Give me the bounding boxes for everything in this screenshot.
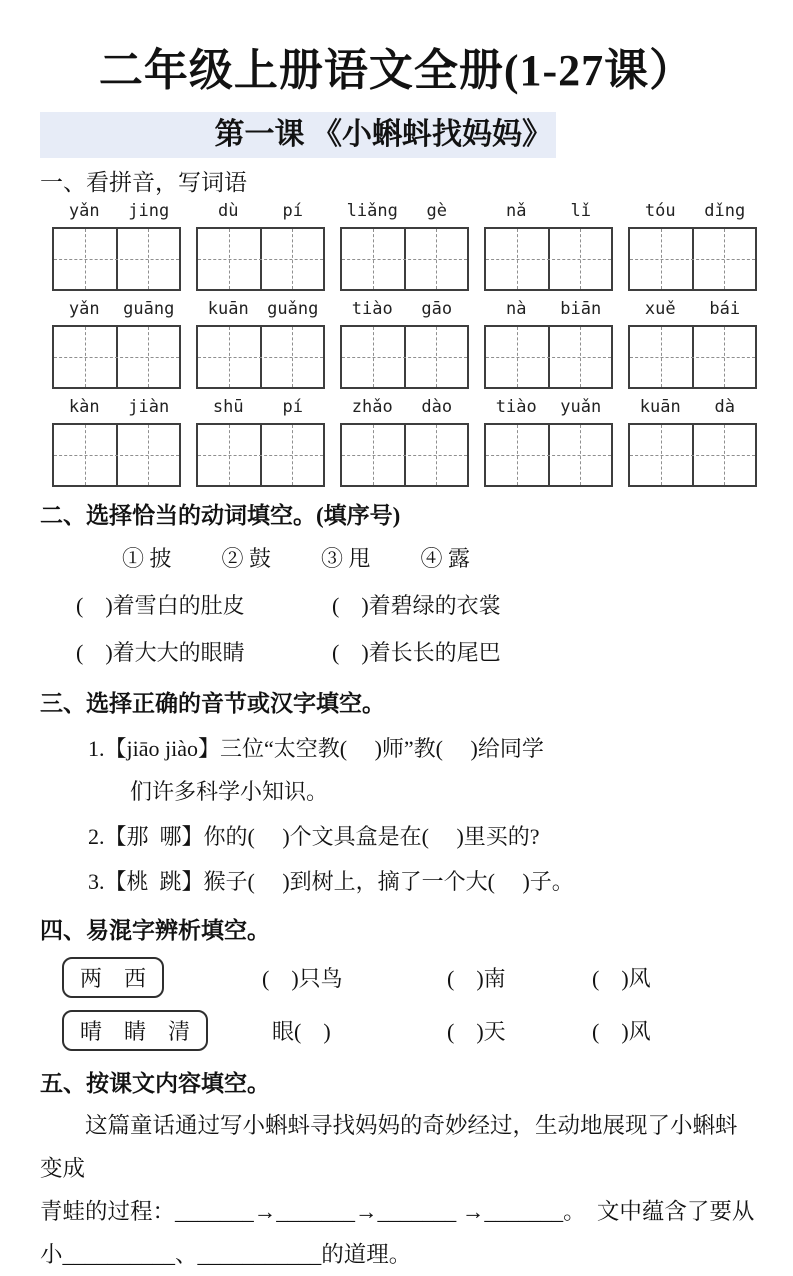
pinyin-syllable: dào (421, 397, 453, 417)
pinyin-labels (196, 299, 325, 325)
writing-cell (694, 425, 756, 485)
pinyin-labels (484, 397, 613, 423)
writing-grid-box (340, 423, 469, 487)
pinyin-labels (628, 201, 757, 227)
fill-blank-phrase: ( )着长长的尾巴 (332, 640, 501, 665)
pinyin-syllable: pí (282, 201, 303, 221)
writing-grid-box (52, 227, 181, 291)
pinyin-labels (628, 397, 757, 423)
writing-cell (54, 425, 118, 485)
pinyin-syllable: gè (426, 201, 447, 221)
pinyin-syllable: yǎn (68, 299, 100, 319)
pinyin-syllable: pí (282, 397, 303, 417)
char-choice-box: 晴 睛 清 (62, 1010, 208, 1051)
pinyin-syllable: gāo (421, 299, 453, 319)
pinyin-labels (340, 201, 469, 227)
passage-line: 这篇童话通过写小蝌蚪寻找妈妈的奇妙经过，生动地展现了小蝌蚪变成 (40, 1113, 738, 1181)
writing-grid-box (628, 227, 757, 291)
writing-cell (54, 229, 118, 289)
pinyin-syllable: yuǎn (560, 397, 602, 417)
pinyin-syllable: tiào (495, 397, 537, 417)
passage-line-with-blanks: 小__________、___________的道理。 (40, 1242, 412, 1267)
writing-cell (550, 327, 612, 387)
pinyin-labels (52, 299, 181, 325)
writing-grid-box (52, 423, 181, 487)
pinyin-syllable: shū (212, 397, 244, 417)
lesson-banner-title: 第一课 《小蝌蚪找妈妈》 (214, 118, 552, 151)
question-item-continuation: 们许多科学小知识。 (130, 779, 329, 804)
writing-cell (118, 229, 180, 289)
pinyin-syllable: tiào (351, 299, 393, 319)
pinyin-syllable: nǎ (506, 201, 527, 221)
writing-grid-box (340, 227, 469, 291)
writing-grid-box (628, 325, 757, 389)
writing-cell (262, 425, 324, 485)
pinyin-labels (340, 299, 469, 325)
writing-cell (694, 327, 756, 387)
pinyin-word-unit (484, 299, 613, 389)
pinyin-labels (484, 299, 613, 325)
section-five-heading: 五、按课文内容填空。 (40, 1071, 270, 1096)
pinyin-syllable: dù (218, 201, 239, 221)
pinyin-syllable: nà (506, 299, 527, 319)
pinyin-grid-row (52, 397, 793, 487)
pinyin-syllable: jiàn (128, 397, 170, 417)
writing-cell (118, 327, 180, 387)
pinyin-labels (196, 397, 325, 423)
pinyin-word-unit (196, 397, 325, 487)
pinyin-grid-row (52, 201, 793, 291)
pinyin-syllable: liǎng (346, 201, 398, 221)
pinyin-labels (628, 299, 757, 325)
writing-cell (486, 229, 550, 289)
pinyin-word-unit (340, 201, 469, 291)
fill-blank-row (76, 636, 793, 667)
writing-grid-box (196, 325, 325, 389)
writing-grid-box (340, 325, 469, 389)
section-one-heading: 一、看拼音，写词语 (40, 170, 247, 195)
pinyin-syllable: guǎng (267, 299, 319, 319)
fill-blank-phrase: ( )着雪白的肚皮 (76, 593, 245, 618)
pinyin-syllable: zhǎo (351, 397, 393, 417)
pinyin-syllable: lǐ (570, 201, 591, 221)
writing-cell (630, 229, 694, 289)
fill-blank-phrase: ( )着大大的眼睛 (76, 640, 245, 665)
pinyin-syllable: bái (709, 299, 741, 319)
page-title: 二年级上册语文全册(1-27课） (98, 46, 695, 95)
fill-blank-phrase: ( )南 (447, 966, 506, 991)
writing-cell (406, 327, 468, 387)
writing-cell (198, 229, 262, 289)
pinyin-labels (196, 201, 325, 227)
section-two-heading: 二、选择恰当的动词填空。(填序号) (40, 503, 401, 528)
pinyin-syllable: kuān (207, 299, 249, 319)
pinyin-labels (52, 397, 181, 423)
writing-cell (694, 229, 756, 289)
passage-line-with-blanks: 青蛙的过程：_______→_______→_______ →_______。 文中蕴含了要从 (40, 1199, 755, 1224)
writing-cell (630, 327, 694, 387)
writing-cell (118, 425, 180, 485)
pinyin-syllable: dà (714, 397, 735, 417)
pinyin-syllable: yǎn (68, 201, 100, 221)
pinyin-word-unit (628, 201, 757, 291)
writing-cell (550, 425, 612, 485)
writing-cell (342, 229, 406, 289)
question-item: 3.【桃 跳】猴子( )到树上，摘了一个大( )子。 (88, 869, 574, 894)
pinyin-word-unit (484, 397, 613, 487)
pinyin-labels (340, 397, 469, 423)
question-item: 1.【jiāo jiào】三位“太空教( )师”教( )给同学 (88, 736, 544, 761)
pinyin-labels (484, 201, 613, 227)
verb-options-row (122, 542, 793, 573)
writing-cell (262, 327, 324, 387)
verb-option: ④ 露 (420, 546, 471, 571)
pinyin-syllable: dǐng (704, 201, 746, 221)
writing-cell (486, 327, 550, 387)
writing-grid-box (628, 423, 757, 487)
writing-grid-box (484, 423, 613, 487)
pinyin-word-unit (196, 299, 325, 389)
pinyin-word-unit (52, 201, 181, 291)
fill-blank-phrase: ( )只鸟 (262, 966, 343, 991)
writing-cell (406, 425, 468, 485)
writing-cell (262, 229, 324, 289)
pinyin-grid-row (52, 299, 793, 389)
fill-blank-row (76, 589, 793, 620)
fill-blank-phrase: 眼( ) (272, 1019, 331, 1044)
pinyin-syllable: kàn (68, 397, 100, 417)
lesson-banner (40, 112, 556, 158)
writing-grid-box (196, 423, 325, 487)
pinyin-word-unit (52, 299, 181, 389)
pinyin-word-unit (52, 397, 181, 487)
writing-cell (54, 327, 118, 387)
section-three-heading: 三、选择正确的音节或汉字填空。 (40, 691, 385, 716)
writing-cell (198, 425, 262, 485)
pinyin-syllable: guāng (123, 299, 175, 319)
char-choice-box: 两 西 (62, 957, 164, 998)
pinyin-word-unit (628, 299, 757, 389)
verb-option: ① 披 (122, 546, 172, 571)
pinyin-syllable: tóu (644, 201, 676, 221)
writing-cell (630, 425, 694, 485)
confusable-chars-row (62, 957, 793, 998)
writing-cell (198, 327, 262, 387)
writing-grid-box (196, 227, 325, 291)
writing-cell (342, 327, 406, 387)
fill-blank-phrase: ( )风 (592, 1019, 651, 1044)
verb-option: ③ 甩 (321, 546, 371, 571)
pinyin-word-unit (484, 201, 613, 291)
pinyin-word-unit (340, 299, 469, 389)
pinyin-syllable: jing (128, 201, 170, 221)
writing-grid-box (52, 325, 181, 389)
pinyin-syllable: biān (560, 299, 602, 319)
confusable-chars-row (62, 1010, 793, 1051)
writing-grid-box (484, 227, 613, 291)
verb-option: ② 鼓 (221, 546, 272, 571)
writing-cell (342, 425, 406, 485)
pinyin-labels (52, 201, 181, 227)
fill-blank-phrase: ( )天 (447, 1019, 506, 1044)
writing-cell (486, 425, 550, 485)
section-four-heading: 四、易混字辨析填空。 (40, 918, 270, 943)
pinyin-syllable: kuān (639, 397, 681, 417)
pinyin-syllable: xuě (644, 299, 676, 319)
fill-blank-phrase: ( )着碧绿的衣裳 (332, 593, 501, 618)
pinyin-word-unit (196, 201, 325, 291)
pinyin-word-unit (340, 397, 469, 487)
question-item: 2.【那 哪】你的( )个文具盒是在( )里买的? (88, 824, 540, 849)
writing-cell (550, 229, 612, 289)
writing-grid-box (484, 325, 613, 389)
fill-blank-phrase: ( )风 (592, 966, 651, 991)
writing-cell (406, 229, 468, 289)
pinyin-word-unit (628, 397, 757, 487)
